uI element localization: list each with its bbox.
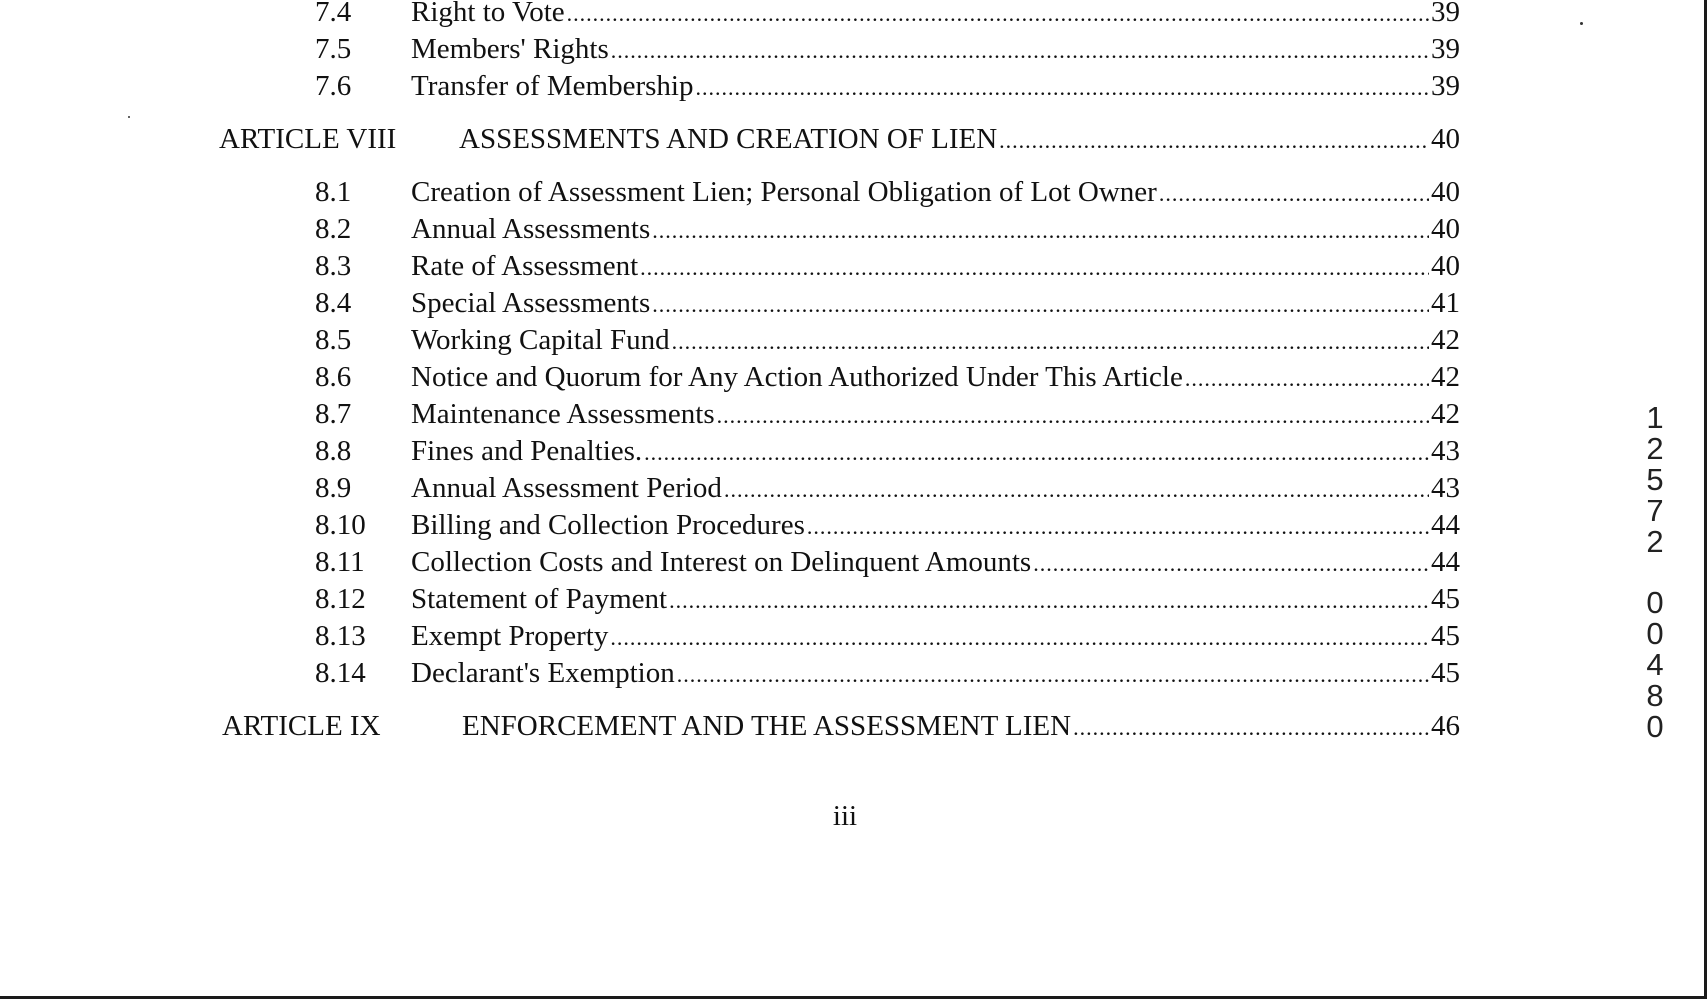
toc-entry-8-4 [0, 285, 1460, 321]
toc-entry-title: Maintenance Assessments [411, 398, 715, 430]
toc-entry-number: 7.5 [315, 33, 352, 65]
toc-entry-7-4 [0, 0, 1460, 30]
dot-leader [677, 657, 1429, 693]
toc-entry-number: 8.9 [315, 472, 352, 504]
toc-entry-number: 8.10 [315, 509, 366, 541]
toc-entry-8-1 [0, 174, 1460, 210]
dot-leader [611, 33, 1429, 69]
toc-entry-page: 44 [1431, 509, 1460, 541]
toc-entry-number: 8.4 [315, 287, 352, 319]
toc-entry-page: 40 [1431, 176, 1460, 208]
toc-entry-title: Special Assessments [411, 287, 651, 319]
toc-entry-page: 43 [1431, 435, 1460, 467]
toc-entry-title: Transfer of Membership [411, 70, 694, 102]
stamp-digit: 0 [1646, 616, 1664, 651]
toc-entry-title: Declarant's Exemption [411, 657, 675, 689]
scan-speck [1580, 22, 1583, 25]
toc-entry-number: 8.12 [315, 583, 366, 615]
toc-entry-8-9 [0, 470, 1460, 506]
toc-entry-7-6 [0, 68, 1460, 104]
dot-leader [1033, 546, 1429, 582]
document-stamp [1640, 402, 1670, 742]
stamp-gap [1640, 557, 1670, 587]
dot-leader [567, 0, 1429, 32]
toc-entry-8-5 [0, 322, 1460, 358]
toc-entry-page: 39 [1431, 70, 1460, 102]
dot-leader [717, 398, 1429, 434]
toc-entry-number: 8.13 [315, 620, 366, 652]
article-number: ARTICLE IX [222, 710, 381, 742]
toc-entry-title: Annual Assessment Period [411, 472, 722, 504]
toc-entry-title: Collection Costs and Interest on Delinquent Amounts [411, 546, 1032, 578]
dot-leader [1185, 361, 1429, 397]
toc-entry-page: 45 [1431, 583, 1460, 615]
article-page: 46 [1431, 710, 1460, 742]
toc-entry-page: 42 [1431, 324, 1460, 356]
toc-entry-page: 45 [1431, 620, 1460, 652]
dot-leader [724, 472, 1429, 508]
toc-entry-8-13 [0, 618, 1460, 654]
toc-entry-number: 8.11 [315, 546, 365, 578]
toc-entry-title: Annual Assessments [411, 213, 651, 245]
toc-entry-8-3 [0, 248, 1460, 284]
toc-entry-number: 8.5 [315, 324, 352, 356]
scan-speck [128, 116, 130, 118]
stamp-digit: 0 [1646, 585, 1664, 620]
toc-entry-page: 44 [1431, 546, 1460, 578]
toc-entry-title: Fines and Penalties. [411, 435, 643, 467]
stamp-digit: 5 [1646, 462, 1664, 497]
toc-entry-number: 8.7 [315, 398, 352, 430]
toc-entry-number: 8.8 [315, 435, 352, 467]
toc-entry-page: 41 [1431, 287, 1460, 319]
toc-entry-title: Working Capital Fund [411, 324, 670, 356]
toc-entry-page: 40 [1431, 250, 1460, 282]
toc-article-ix [0, 708, 1460, 744]
stamp-digit: 0 [1646, 709, 1664, 744]
toc-entry-number: 8.6 [315, 361, 352, 393]
toc-entry-title: Members' Rights [411, 33, 609, 65]
dot-leader [640, 250, 1429, 286]
toc-entry-page: 43 [1431, 472, 1460, 504]
stamp-digit: 2 [1646, 431, 1664, 466]
article-title: ASSESSMENTS AND CREATION OF LIEN [459, 123, 998, 155]
toc-entry-number: 7.4 [315, 0, 352, 28]
stamp-digit: 2 [1646, 524, 1664, 559]
toc-entry-title: Creation of Assessment Lien; Personal Obligation of Lot Owner [411, 176, 1157, 208]
toc-entry-8-2 [0, 211, 1460, 247]
toc-entry-8-11 [0, 544, 1460, 580]
toc-entry-title: Notice and Quorum for Any Action Authorized Under This Article [411, 361, 1183, 393]
toc-entry-page: 45 [1431, 657, 1460, 689]
dot-leader [1073, 710, 1429, 746]
dot-leader [644, 435, 1429, 471]
dot-leader [672, 324, 1429, 360]
stamp-digit: 7 [1646, 493, 1664, 528]
stamp-digit: 1 [1646, 400, 1664, 435]
toc-entry-title: Exempt Property [411, 620, 609, 652]
article-number: ARTICLE VIII [219, 123, 397, 155]
stamp-digit: 4 [1646, 647, 1664, 682]
article-title: ENFORCEMENT AND THE ASSESSMENT LIEN [462, 710, 1072, 742]
toc-entry-page: 42 [1431, 398, 1460, 430]
toc-entry-title: Billing and Collection Procedures [411, 509, 805, 541]
dot-leader [695, 70, 1429, 106]
toc-entry-page: 40 [1431, 213, 1460, 245]
dot-leader [610, 620, 1429, 656]
toc-entry-title: Statement of Payment [411, 583, 668, 615]
article-page: 40 [1431, 123, 1460, 155]
dot-leader [1159, 176, 1429, 212]
toc-entry-page: 39 [1431, 33, 1460, 65]
toc-entry-8-7 [0, 396, 1460, 432]
toc-entry-title: Rate of Assessment [411, 250, 639, 282]
toc-entry-page: 42 [1431, 361, 1460, 393]
dot-leader [807, 509, 1429, 545]
toc-entry-7-5 [0, 31, 1460, 67]
toc-entry-number: 8.1 [315, 176, 352, 208]
toc-entry-number: 8.2 [315, 213, 352, 245]
toc-entry-page: 39 [1431, 0, 1460, 28]
toc-entry-8-10 [0, 507, 1460, 543]
toc-entry-number: 8.3 [315, 250, 352, 282]
toc-entry-8-14 [0, 655, 1460, 691]
toc-entry-8-12 [0, 581, 1460, 617]
toc-entry-title: Right to Vote [411, 0, 565, 28]
toc-entry-8-6 [0, 359, 1460, 395]
dot-leader [652, 213, 1429, 249]
toc-entry-8-8 [0, 433, 1460, 469]
toc-entry-number: 7.6 [315, 70, 352, 102]
dot-leader [669, 583, 1429, 619]
dot-leader [999, 123, 1429, 159]
toc-article-viii [0, 121, 1460, 157]
dot-leader [652, 287, 1429, 323]
toc-entry-number: 8.14 [315, 657, 366, 689]
stamp-digit: 8 [1646, 678, 1664, 713]
page-number: iii [832, 800, 858, 832]
